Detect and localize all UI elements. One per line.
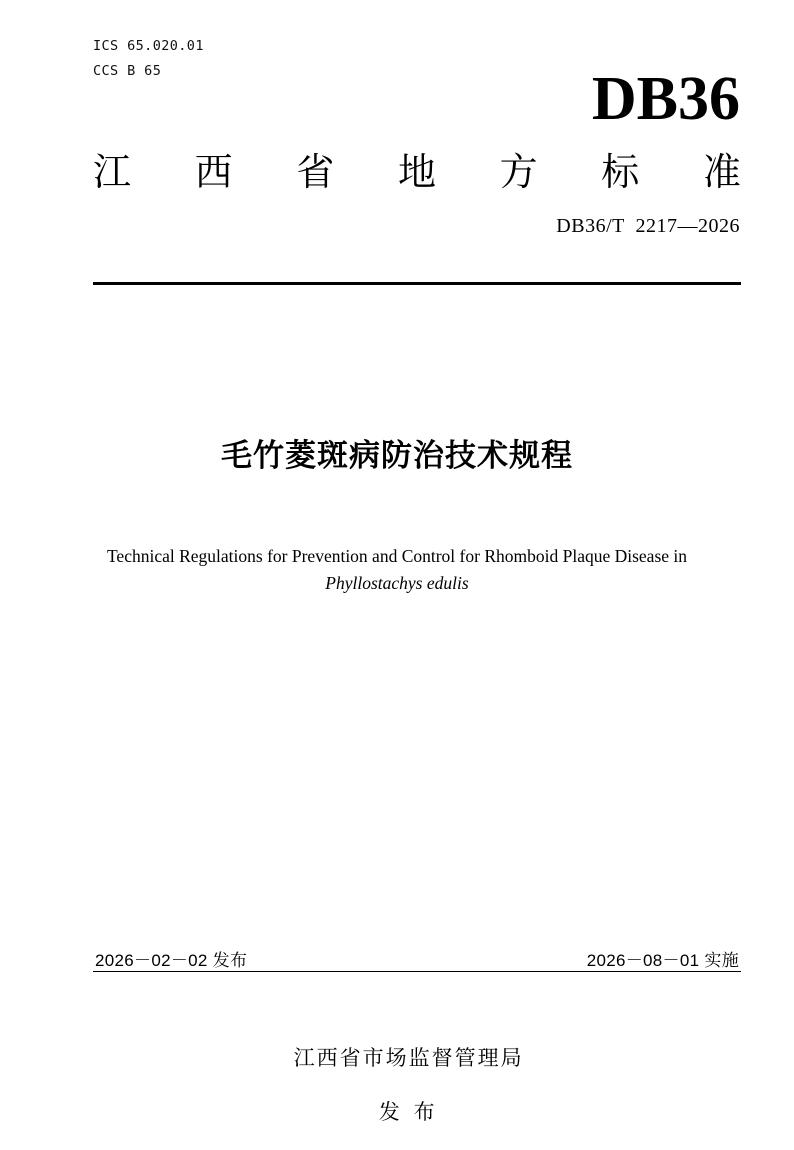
english-title-line: Technical Regulations for Prevention and Control for Rhomboid Plaque Disease in — [106, 546, 688, 566]
document-title-chinese: 毛竹菱斑病防治技术规程 — [221, 438, 573, 473]
province-standard-heading — [93, 148, 741, 198]
effective-date: 2026－08－01 实施 — [586, 951, 739, 970]
province-char-6: 准 — [702, 152, 741, 194]
province-char-2: 省 — [296, 152, 335, 194]
issue-date: 2026－02－02 发布 — [95, 951, 248, 970]
province-char-0: 江 — [93, 152, 132, 194]
province-char-5: 标 — [601, 152, 640, 194]
standard-emblem-db36: DB36 — [591, 65, 740, 133]
province-char-4: 方 — [499, 152, 538, 194]
document-title-english — [84, 543, 710, 597]
classification-codes — [93, 34, 204, 84]
province-char-3: 地 — [397, 152, 436, 194]
publisher-verb: 发 布 — [378, 1101, 439, 1124]
ccs-code: CCS B 65 — [93, 63, 162, 79]
province-char-1: 西 — [194, 152, 233, 194]
publisher-line — [0, 1018, 794, 1150]
header-divider-rule — [93, 282, 741, 285]
english-title-species: Phyllostachys edulis — [325, 573, 469, 593]
footer-divider-rule — [93, 971, 741, 972]
standard-number: DB36/T 2217—2026 — [556, 215, 740, 237]
ics-code: ICS 65.020.01 — [93, 38, 204, 54]
publisher-organization: 江西省市场监督管理局 — [293, 1047, 524, 1070]
